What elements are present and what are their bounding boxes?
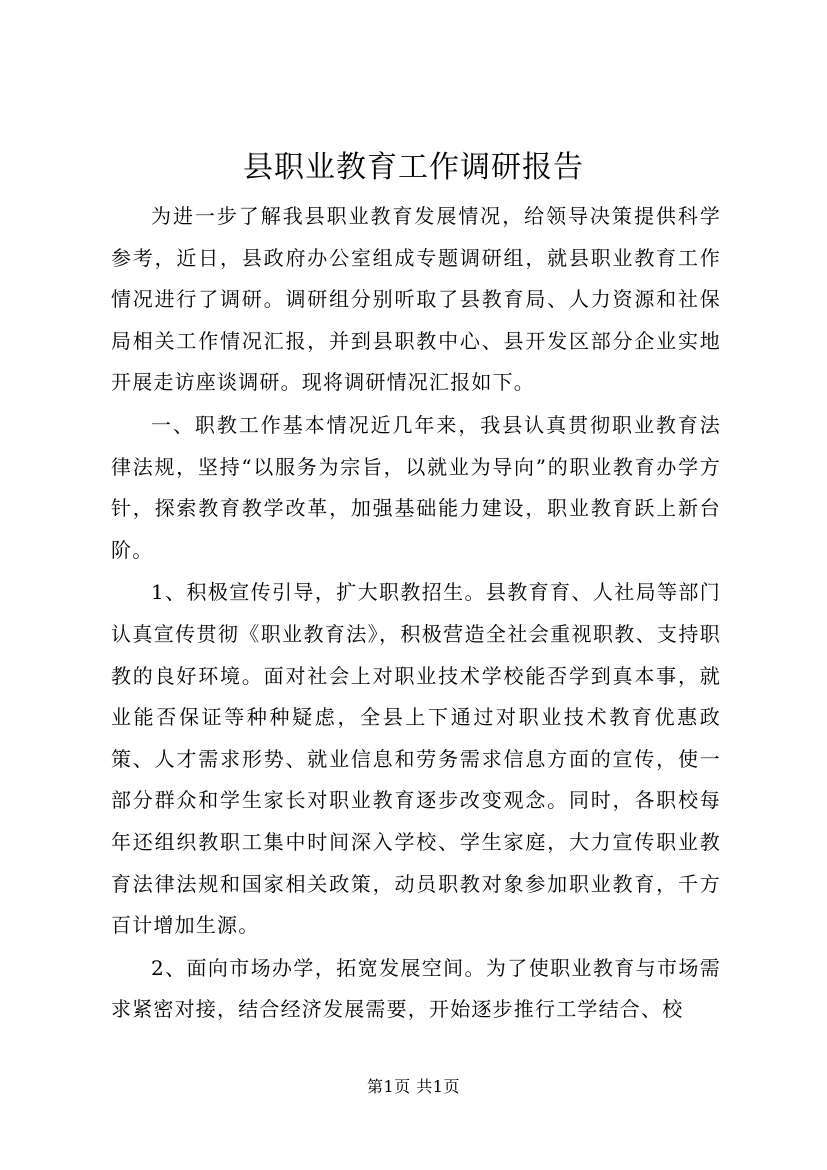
document-title: 县职业教育工作调研报告	[243, 150, 584, 185]
item-1-paragraph: 1、积极宣传引导，扩大职教招生。县教育育、人社局等部门认真宣传贯彻《职业教育法》，积极营造全社会重视职教、支持职教的良好环境。面对社会上对职业技术学校能否学到真本事，就业能否保证等种种疑虑，全县上下通过对职业技术教育优惠政策、人才需求形势、就业信息和劳务需求信息方面的宣传，使一部分群众和学生家长对职业教育逐步改变观念。同时，各职校每年还组织教职工集中时间深入学校、学生家庭，大力宣传职业教育法律法规和国家相关政策，动员职教对象参加职业教育，千方百计增加生源。	[111, 580, 721, 938]
item-2-paragraph: 2、面向市场办学，拓宽发展空间。为了使职业教育与市场需求紧密对接，结合经济发展需要，开始逐步推行工学结合、校	[111, 955, 721, 1022]
section-1-paragraph: 一、职教工作基本情况近几年来，我县认真贯彻职业教育法律法规，坚持“以服务为宗旨，以就业为导向”的职业教育办学方针，探索教育教学改革，加强基础能力建设，职业教育跃上新台阶。	[111, 412, 721, 562]
page-footer: 第1页 共1页	[367, 1077, 460, 1096]
intro-paragraph: 为进一步了解我县职业教育发展情况，给领导决策提供科学参考，近日，县政府办公室组成专题调研组，就县职业教育工作情况进行了调研。调研组分别听取了县教育局、人力资源和社保局相关工作情况汇报，并到县职教中心、县开发区部分企业实地开展走访座谈调研。现将调研情况汇报如下。	[111, 204, 721, 395]
document-body	[111, 196, 721, 1031]
